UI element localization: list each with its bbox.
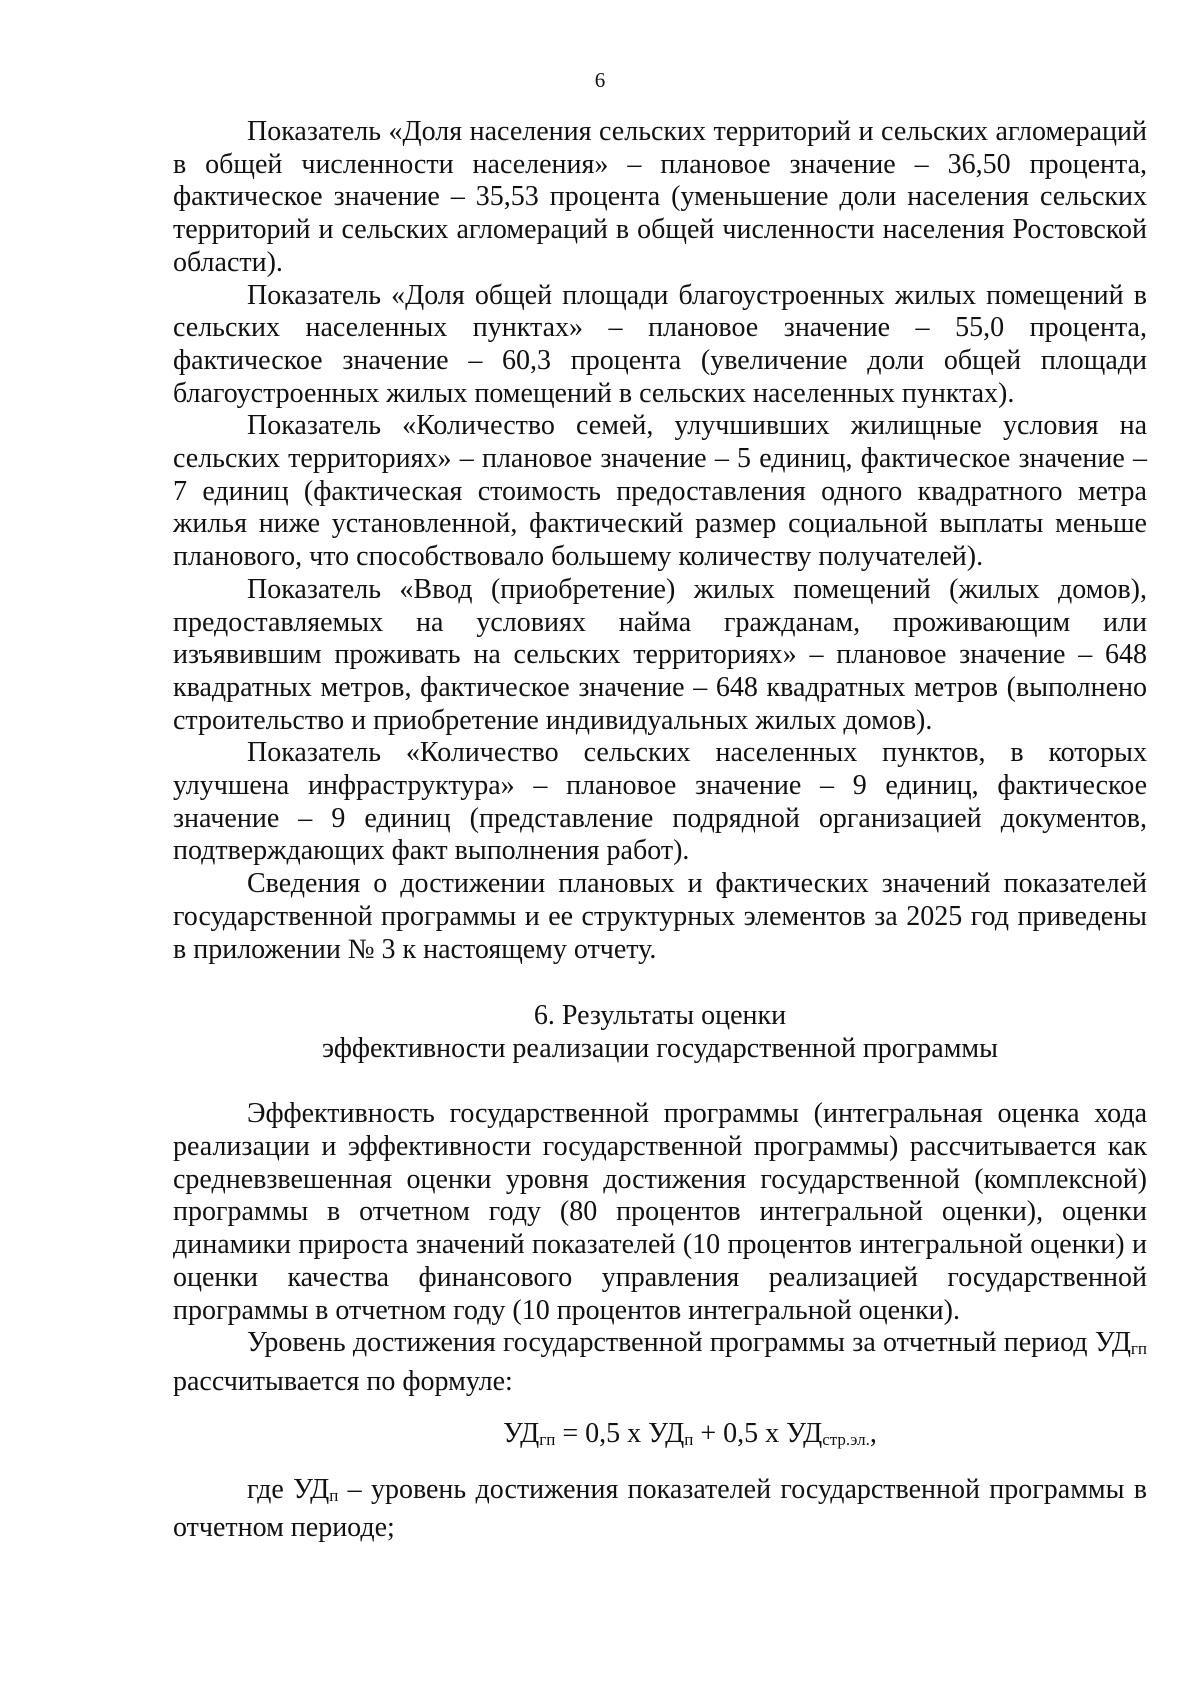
formula-intro-tail: рассчитывается по формуле: [173, 1365, 513, 1397]
formula-explanation-text: где УД [247, 1473, 330, 1505]
formula-term1: = 0,5 х УД [555, 1417, 685, 1449]
formula-intro-subscript: гп [1130, 1339, 1147, 1359]
document-body [173, 116, 1147, 1545]
formula-lhs-subscript: гп [539, 1429, 556, 1449]
formula [173, 1417, 1147, 1456]
formula-explanation-tail: – уровень достижения показателей государственной программы в отчетном периоде; [173, 1473, 1147, 1544]
section-heading-line1: 6. Результаты оценки [533, 1000, 787, 1032]
formula-lhs: УД [503, 1417, 540, 1449]
formula-term2-subscript: стр.эл. [822, 1429, 870, 1449]
section-heading [173, 999, 1147, 1065]
paragraph-formula-explanation [173, 1474, 1147, 1545]
paragraph-efficiency-definition: Эффективность государственной программы (интегральная оценка хода реализации и эффективности государственной программы) рассчитывается как средневзвешенная оценки уровня достижения государственной (комплексной) программы в отчетном году (80 процентов интегральной оценки), оценки динамики прироста значений показателей (10 процентов интегральной оценки) и оценки качества финансового управления реализацией государственной программы в отчетном году (10 процентов интегральной оценки). [173, 1098, 1147, 1326]
paragraph-appendix-reference: Сведения о достижении плановых и фактических значений показателей государственной программы и ее структурных элементов за 2025 год приведены в приложении № 3 к настоящему отчету. [173, 868, 1147, 965]
formula-intro-text: Уровень достижения государственной программы за отчетный период УД [247, 1327, 1131, 1359]
formula-explanation-subscript: п [329, 1485, 339, 1505]
paragraph-formula-intro [173, 1327, 1147, 1398]
paragraph-infrastructure-settlements: Показатель «Количество сельских населенных пунктов, в которых улучшена инфраструктура» – плановое значение – 9 единиц, фактическое значение – 9 единиц (представление подрядной организацией документов, подтверждающих факт выполнения работ). [173, 737, 1147, 867]
paragraph-housing-commissioning: Показатель «Ввод (приобретение) жилых помещений (жилых домов), предоставляемых на условиях найма гражданам, проживающим или изъявившим проживать на сельских территориях» – плановое значение – 648 квадратных метров, фактическое значение – 648 квадратных метров (выполнено строительство и приобретение индивидуальных жилых домов). [173, 573, 1147, 736]
formula-term1-subscript: п [684, 1429, 694, 1449]
page-number: 6 [594, 68, 606, 92]
formula-end: , [869, 1417, 877, 1449]
formula-term2: + 0,5 х УД [693, 1417, 823, 1449]
paragraph-housing-area-share: Показатель «Доля общей площади благоустроенных жилых помещений в сельских населенных пунктах» – плановое значение – 55,0 процента, фактическое значение – 60,3 процента (увеличение доли общей площади благоустроенных жилых помещений в сельских населенных пунктах). [173, 279, 1147, 409]
paragraph-rural-population-share: Показатель «Доля населения сельских территорий и сельских агломераций в общей численности населения» – плановое значение – 36,50 процента, фактическое значение – 35,53 процента (уменьшение доли населения сельских территорий и сельских агломераций в общей численности населения Ростовской области). [173, 116, 1147, 278]
section-heading-line2: эффективности реализации государственной программы [322, 1033, 998, 1065]
paragraph-families-improved-housing: Показатель «Количество семей, улучшивших жилищные условия на сельских территориях» – плановое значение – 5 единиц, фактическое значение – 7 единиц (фактическая стоимость предоставления одного квадратного метра жилья ниже установленной, фактический размер социальной выплаты меньше планового, что способствовало большему количеству получателей). [173, 410, 1147, 573]
